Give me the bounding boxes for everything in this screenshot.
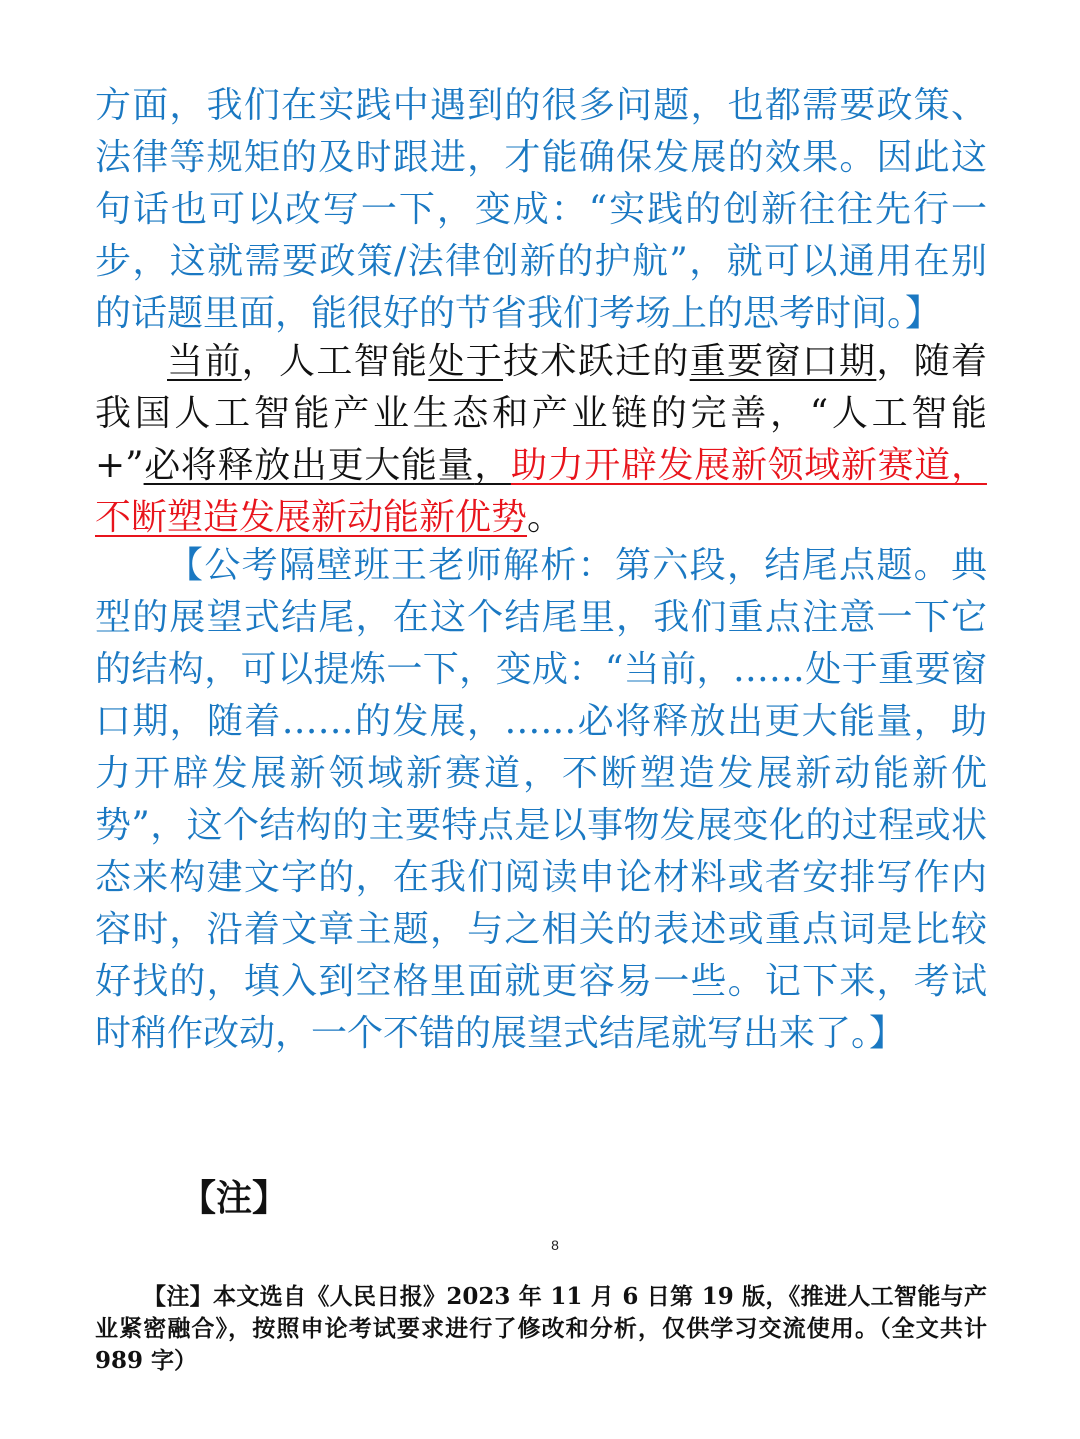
analysis-paragraph-six: 【公考隔壁班王老师解析：第六段，结尾点题。典型的展望式结尾，在这个结尾里，我们重点注意一下它的结构，可以提炼一下，变成：“当前，……处于重要窗口期，随着……的发展，……必将释放出更大能量，助力开辟发展新领域新赛道，不断塑造发展新动能新优势”，这个结构的主要特点是以事物发展变化的过程或状态来构建文字的，在我们阅读申论材料或者安排写作内容时，沿着文章主题，与之相关的表述或重点词是比较好找的，填入到空格里面就更容易一些。记下来，考试时稍作改动，一个不错的展望式结尾就写出来了。】 — [95, 545, 987, 1054]
text-segment: ，人工智能 — [241, 341, 429, 382]
highlighted-red-phrase: 助力开辟发展新领域新赛道，不断塑造发展新动能新优势 — [95, 445, 987, 538]
text-segment: 技术跃迁的 — [503, 341, 690, 382]
underlined-phrase-located: 处于 — [428, 341, 503, 382]
source-footnote: 【注】本文选自《人民日报》2023 年 11 月 6 日第 19 版，《推进人工智能与产业紧密融合》，按照申论考试要求进行了修改和分析，仅供学习交流使用。（全文共计 989 字） — [95, 1283, 987, 1374]
underlined-phrase-energy: 必将释放出更大能量 — [143, 445, 475, 486]
analysis-paragraph-continued: 方面，我们在实践中遇到的很多问题，也都需要政策、法律等规矩的及时跟进，才能确保发展的效果。因此这句话也可以改写一下，变成：“实践的创新往往先行一步，这就需要政策/法律创新的护航”，就可以通用在别的话题里面，能很好的节省我们考场上的思考时间。】 — [95, 85, 987, 334]
text-segment: ， — [474, 445, 511, 486]
underlined-phrase-current: 当前 — [167, 341, 242, 382]
page-number: 8 — [551, 1237, 559, 1253]
article-paragraph-six — [95, 336, 987, 544]
note-heading: 【注】 — [180, 1177, 289, 1219]
text-segment: 。 — [527, 497, 564, 538]
text-segment: ，随着我国人工智能产业生态和产业链的完善，“人工智能+” — [95, 341, 987, 486]
underlined-phrase-window: 重要窗口期 — [689, 341, 877, 382]
